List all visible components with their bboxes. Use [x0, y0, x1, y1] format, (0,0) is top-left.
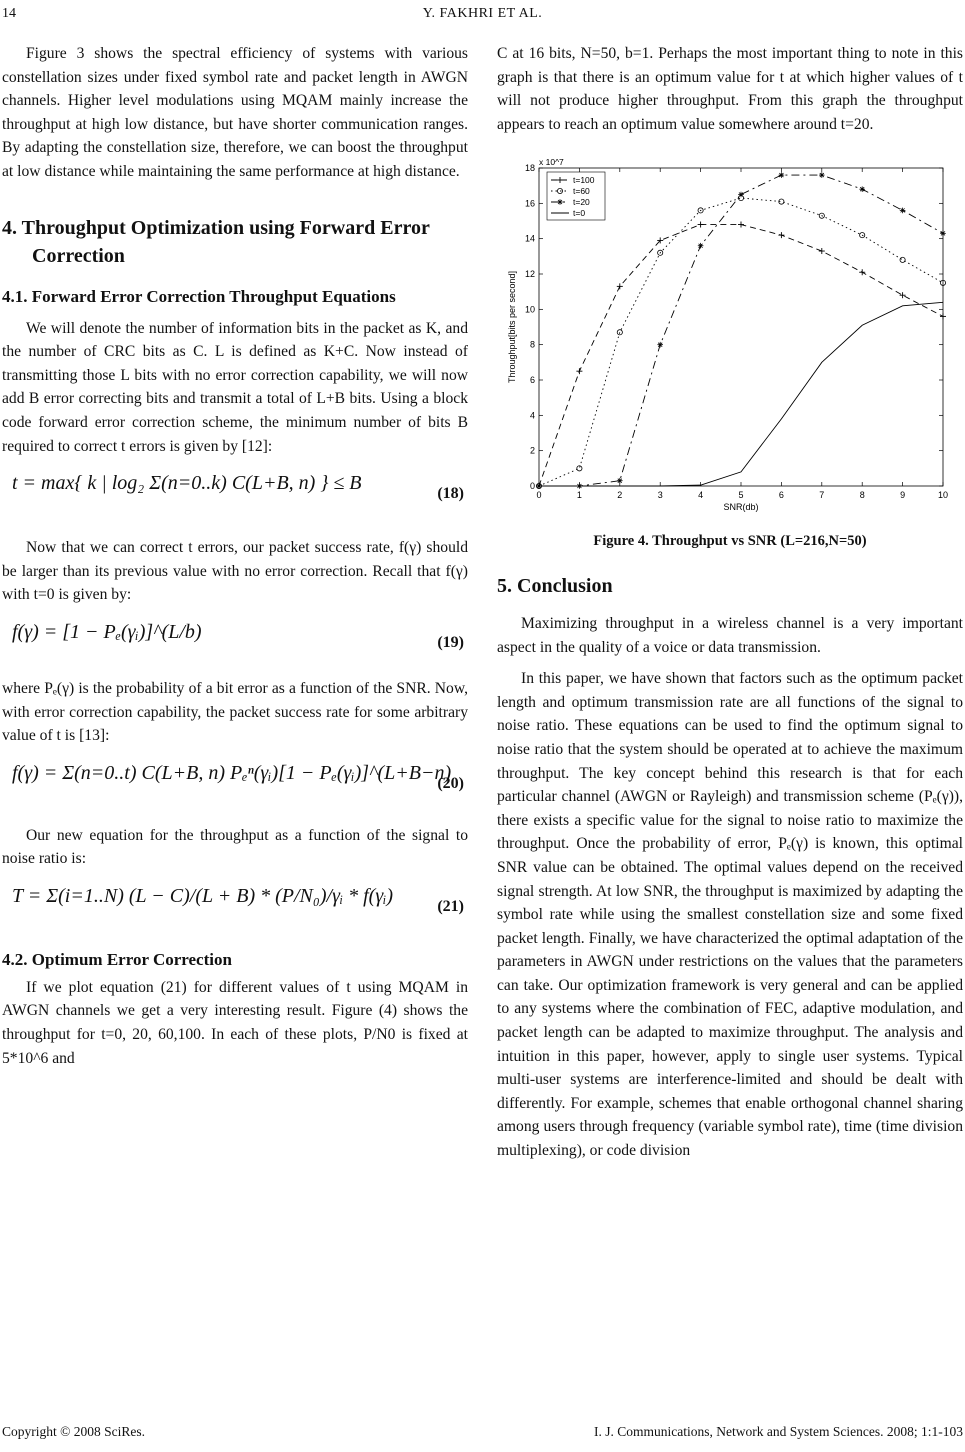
footer-copyright: Copyright © 2008 SciRes. [2, 1424, 146, 1439]
x-tick-label: 5 [738, 490, 744, 501]
running-head: Y. FAKHRI ET AL. [422, 6, 543, 21]
equation-19 [2, 607, 468, 677]
equation-19-body: f(γ) = [1 − Pₑ(γᵢ)]^(L/b) [12, 620, 202, 643]
x-tick-label: 6 [778, 490, 784, 501]
y-multiplier-label: x 10^7 [539, 157, 564, 168]
equation-20-body: f(γ) = Σ(n=0..t) C(L+B, n) Pₑⁿ(γᵢ)[1 − Pₑ(γᵢ)]^(L+B−n) [12, 761, 452, 784]
section-4-2-title: 4.2. Optimum Error Correction [2, 949, 232, 969]
equation-21-number: (21) [437, 897, 464, 915]
equation-19-number: (19) [437, 633, 464, 651]
equation-18 [2, 458, 468, 528]
equation-18-body: t = max{ k | log₂ Σ(n=0..k) C(L+B, n) } ≤ B [12, 472, 362, 495]
y-tick-label: 18 [524, 163, 535, 174]
y-axis-label: Throughput[bits per second] [507, 271, 517, 384]
x-tick-label: 8 [859, 490, 865, 501]
x-tick-label: 3 [657, 490, 663, 501]
right-column [497, 42, 963, 1163]
section-4-2-paragraph: If we plot equation (21) for different values of t using MQAM in AWGN channels we get a very interesting result. Figure (4) shows the throughput for t=0, 20, 60,100. In each of these plots, P/N0 is fixed at 5*10^6 and [2, 978, 468, 1067]
y-tick-label: 4 [529, 410, 535, 421]
x-tick-label: 0 [536, 490, 542, 501]
y-tick-label: 2 [529, 446, 535, 457]
x-tick-label: 4 [698, 490, 704, 501]
equation-20-number: (20) [437, 774, 464, 792]
equation-21 [2, 871, 468, 941]
equation-18-number: (18) [437, 485, 464, 503]
section-4-title: 4. Throughput Optimization using Forward Error Correction [2, 216, 430, 267]
legend-label: t=60 [573, 186, 590, 197]
y-tick-label: 16 [524, 198, 535, 209]
throughput-chart [497, 148, 963, 528]
conclusion-paragraph-1: Maximizing throughput in a wireless channel is a very important aspect in the quality of a voice or data transmission. [497, 614, 963, 656]
legend-label: t=0 [573, 208, 586, 219]
paragraph-after-eq19: where Pₑ(γ) is the probability of a bit error as a function of the SNR. Now, with error correction capability, the packet success rate for some arbitrary value of t is [13]: [2, 679, 468, 745]
paragraph-after-eq18: Now that we can correct t errors, our packet success rate, f(γ) should be larger than its previous value with no error correction. Recall that f(γ) with t=0 is given by: [2, 539, 468, 604]
x-tick-label: 7 [819, 490, 825, 501]
figure-4-caption: Figure 4. Throughput vs SNR (L=216,N=50) [593, 533, 867, 550]
intro-paragraph: Figure 3 shows the spectral efficiency of systems with various constellation sizes under fixed symbol rate and packet length in AWGN channels. Higher level modulations using MQAM mainly increase the throughput at high low distance, but have shorter communication ranges. By adapting the constellation size, therefore, we can boost the throughput at low distance while maintaining the same performance at high distance. [2, 45, 468, 180]
y-tick-label: 12 [524, 269, 535, 280]
section-4-1-title: 4.1. Forward Error Correction Throughput Equations [2, 286, 396, 306]
paragraph-after-eq20: Our new equation for the throughput as a function of the signal to noise ratio is: [2, 826, 468, 868]
y-tick-label: 14 [524, 234, 535, 245]
x-tick-label: 10 [937, 490, 949, 501]
section-4-1-paragraph: We will denote the number of information bits in the packet as K, and the number of CRC bits as C. L is defined as K+C. Now instead of transmitting those L bits with no error correction capability, we will now add B error correcting bits and transmit a total of L+B bits. Using a block code forward error correction scheme, the minimum number of bits B required to correct t errors is given by [12]: [2, 319, 468, 455]
continued-paragraph: C at 16 bits, N=50, b=1. Perhaps the most important thing to note in this graph is that there is an optimum value for t at which higher values of t will not produce higher throughput. From this graph the throughput appears to reach an optimum value somewhere around t=20. [497, 45, 963, 133]
figure-4 [497, 148, 963, 528]
legend-label: t=100 [573, 175, 595, 186]
section-5-title: 5. Conclusion [497, 574, 613, 597]
page-number: 14 [2, 6, 16, 21]
y-tick-label: 10 [524, 304, 535, 315]
page-header [0, 6, 965, 26]
equation-20 [2, 748, 468, 818]
footer-journal: I. J. Communications, Network and System Sciences. 2008; 1:1-103 [594, 1424, 963, 1439]
x-axis-label: SNR(db) [723, 502, 759, 513]
x-tick-label: 2 [617, 490, 623, 501]
x-tick-label: 1 [576, 490, 582, 501]
left-column [2, 42, 468, 1070]
equation-21-body: T = Σ(i=1..N) (L − C)/(L + B) * (P/N₀)/γᵢ * f(γᵢ) [12, 884, 394, 907]
y-tick-label: 6 [529, 375, 535, 386]
conclusion-paragraph-2: In this paper, we have shown that factors such as the optimum packet length and optimum transmission rate are all functions of the signal to noise ratio. These equations can be used to find the optimum signal to noise ratio that the system should be operated at to achieve the maximum throughput. The key concept behind this research is that for each particular channel (AWGN or Rayleigh) and transmission scheme (Pₑ(γ)), there exists a specific value for the signal to noise ratio to maximize the throughput. Once the probability of error, Pₑ(γ) is known, this optimal SNR value can be obtained. The optimal values depend on the received signal strength. At low SNR, the throughput is maximized by adapting the symbol rate while using the smallest constellation size and some fixed packet length. Finally, we have characterized the optimal adaptation of the parameters in AWGN under restrictions on the values that the parameters can take. Our optimization framework is very general and can be applied to any systems where the combination of FEC, adaptive modulation, and packet length can be adapted to maximize throughput. The analysis and intuition in this paper, however, apply to single user systems. Typical multi-user systems are interference-limited and should be dealt with differently. For example, schemes that enable orthogonal channel sharing among users through frequency (variable symbol rate), time (time division multiplexing), or code division [497, 670, 963, 1160]
legend-label: t=20 [573, 197, 590, 208]
x-tick-label: 9 [900, 490, 906, 501]
y-tick-label: 8 [529, 340, 535, 351]
y-tick-label: 0 [529, 481, 535, 492]
